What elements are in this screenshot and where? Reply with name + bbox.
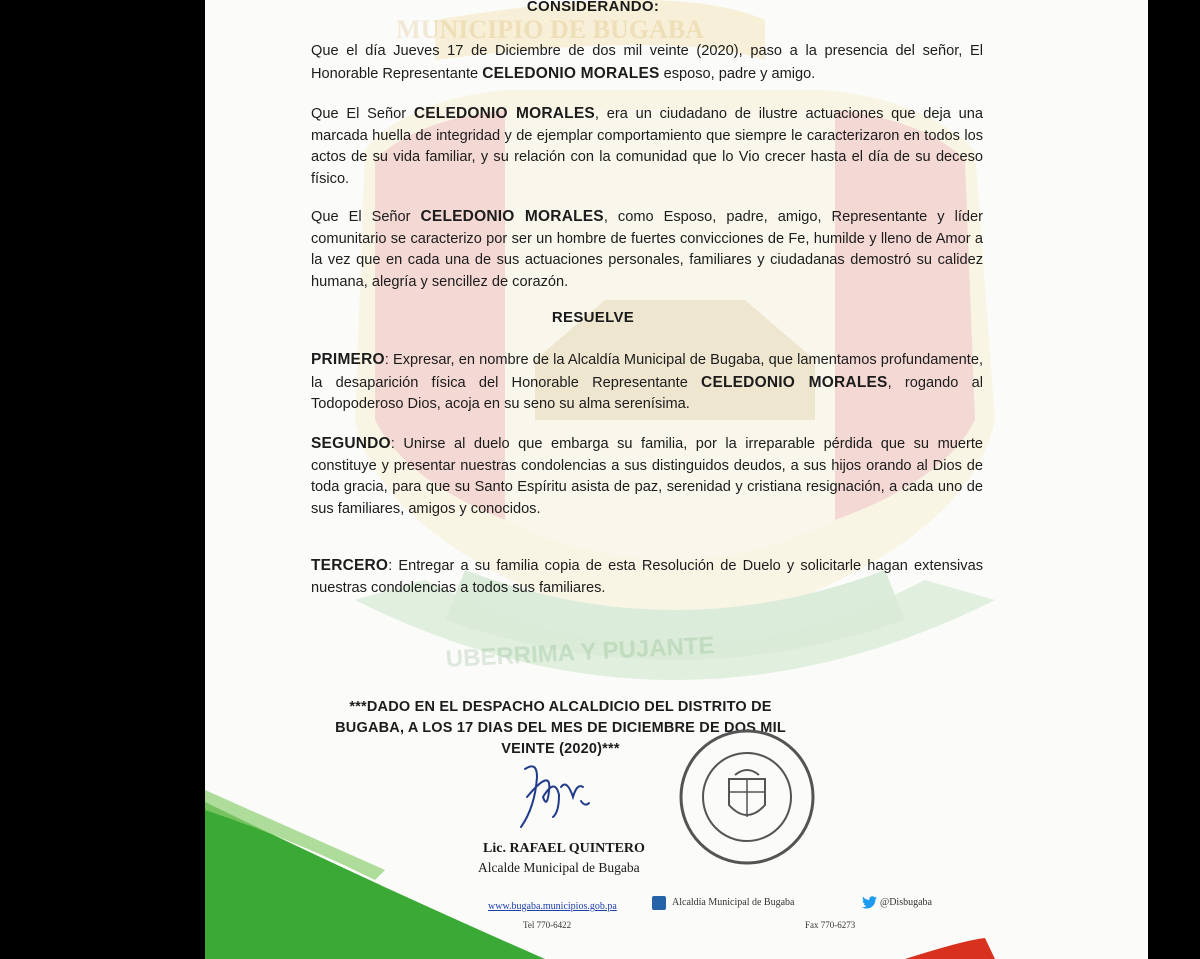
right-black-border	[1148, 0, 1200, 959]
green-decorative-band	[205, 790, 1148, 959]
resuelve-primero: PRIMERO: Expresar, en nombre de la Alcaldía Municipal de Bugaba, que lamentamos profundamente, la desaparición física del Honorable Representante CELEDONIO MORALES, rogando al Todopoderoso Dios, acoja en su seno su alma serenísima.	[311, 351, 983, 412]
document-page	[205, 0, 1148, 959]
considerando-paragraph-1: Que el día Jueves 17 de Diciembre de dos mil veinte (2020), paso a la presencia del señor, El Honorable Representante CELEDONIO MORALES esposo, padre y amigo.	[311, 43, 983, 82]
considerando-paragraph-2: Que El Señor CELEDONIO MORALES, era un ciudadano de ilustre actuaciones que deja una marcada huella de integridad y de ejemplar comportamiento que siempre le caracterizaron en todos los actos de su vida familiar, y su relación con la comunidad que lo Vio crecer hasta el día de su deceso físico.	[311, 105, 983, 187]
signatory-title: Alcalde Municipal de Bugaba	[478, 860, 640, 875]
watermark-bottom-text: UBERRIMA Y PUJANTE	[445, 631, 716, 674]
heading-resuelve: RESUELVE	[551, 309, 635, 326]
footer-twitter: @Disbugaba	[880, 897, 932, 908]
resuelve-segundo: SEGUNDO: Unirse al duelo que embarga su familia, por la irreparable pérdida que su muerte constituye y presentar nuestras condolencias a sus distinguidos deudos, a sus hijos orando al Dios de toda gracia, para que su Santo Espíritu asista de paz, serenidad y cristiana resignación, a cada uno de sus familiares, amigos y conocidos.	[311, 435, 983, 517]
footer-fax: Fax 770-6273	[805, 920, 856, 930]
footer-telephone: Tel 770-6422	[523, 920, 572, 930]
left-black-border	[0, 0, 205, 959]
footer-website-link[interactable]: www.bugaba.municipios.gob.pa	[488, 901, 617, 912]
resuelve-tercero: TERCERO: Entregar a su familia copia de esta Resolución de Duelo y solicitarle hagan extensivas nuestras condolencias a todos sus familiares.	[311, 557, 983, 596]
footer-facebook: Alcaldía Municipal de Bugaba	[672, 897, 795, 908]
considerando-paragraph-3: Que El Señor CELEDONIO MORALES, como Esposo, padre, amigo, Representante y líder comunitario se caracterizo por ser un hombre de fuertes convicciones de Fe, humilde y lleno de Amor a la vez que en cada una de sus actuaciones personales, familiares y ciudadanas demostró su calidez humana, alegría y sencillez de corazón.	[311, 208, 983, 290]
heading-considerando: CONSIDERANDO:	[526, 0, 660, 15]
facebook-icon	[652, 896, 666, 910]
watermark-top-text: MUNICIPIO DE BUGABA	[396, 15, 704, 44]
twitter-icon	[862, 896, 877, 909]
closing-statement: ***DADO EN EL DESPACHO ALCALDICIO DEL DISTRITO DE BUGABA, A LOS 17 DIAS DEL MES DE DICIEMBRE DE DOS MIL VEINTE (2020)***	[335, 699, 786, 757]
signatory-name: Lic. RAFAEL QUINTERO	[483, 841, 645, 856]
